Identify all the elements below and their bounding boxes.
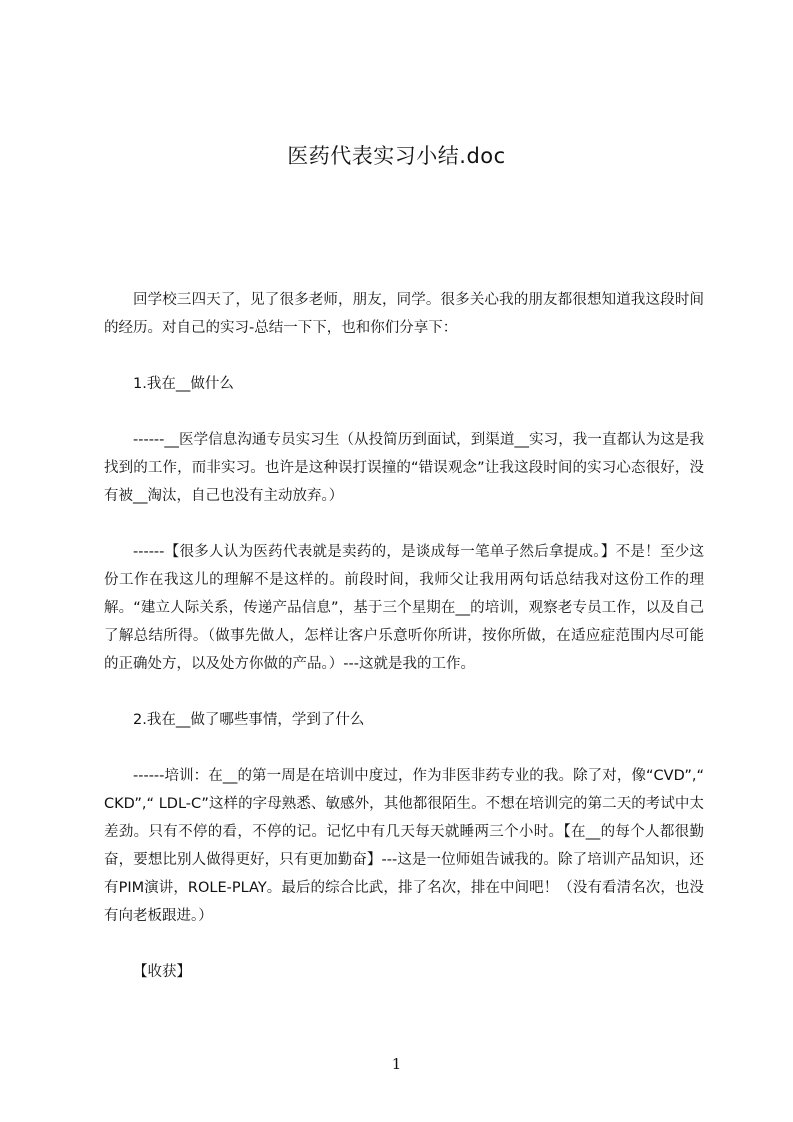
paragraph-training: ------培训：在__的第一周是在培训中度过，作为非医非药专业的我。除了对，像“CVD”,“ CKD”,“ LDL-C”这样的字母熟悉、敏感外，其他都很陌生。不想在培训完的第二天的考试中太差劲。只有不停的看，不停的记。记忆中有几天每天就睡两三个小时。【在__的每个人都很勤奋，要想比别人做得更好，只有更加勤奋】---这是一位师姐告诫我的。除了培训产品知识，还有PIM演讲，ROLE-PLAY。最后的综合比武，排了名次，排在中间吧！（没有看清名次，也没有向老板跟进。）	[104, 768, 704, 924]
page-number: 1	[391, 1055, 402, 1073]
document-title: 医药代表实习小结.doc	[287, 144, 506, 168]
document-body	[104, 286, 704, 1014]
paragraph-intro: 回学校三四天了，见了很多老师，朋友，同学。很多关心我的朋友都很想知道我这段时间的经历。对自己的实习-总结一下下，也和你们分享下：	[104, 292, 704, 336]
paragraph-role: ------__医学信息沟通专员实习生（从投简历到面试，到渠道__实习，我一直都认为这是我找到的工作，而非实习。也许是这种误打误撞的“错误观念”让我这段时间的实习心态很好，没有被__淘汰，自己也没有主动放弃。）	[104, 432, 704, 504]
section-heading-1: 1.我在__做什么	[133, 376, 234, 392]
section-heading-harvest: 【收获】	[133, 964, 191, 980]
section-heading-2: 2.我在__做了哪些事情，学到了什么	[133, 712, 365, 728]
paragraph-understanding: ------【很多人认为医药代表就是卖药的，是谈成每一笔单子然后拿提成。】不是！至少这份工作在我这儿的理解不是这样的。前段时间，我师父让我用两句话总结我对这份工作的理解。“建立人际关系，传递产品信息”，基于三个星期在__的培训，观察老专员工作，以及自己了解总结所得。（做事先做人，怎样让客户乐意听你所讲，按你所做，在适应症范围内尽可能的正确处方，以及处方你做的产品。）---这就是我的工作。	[104, 544, 704, 672]
